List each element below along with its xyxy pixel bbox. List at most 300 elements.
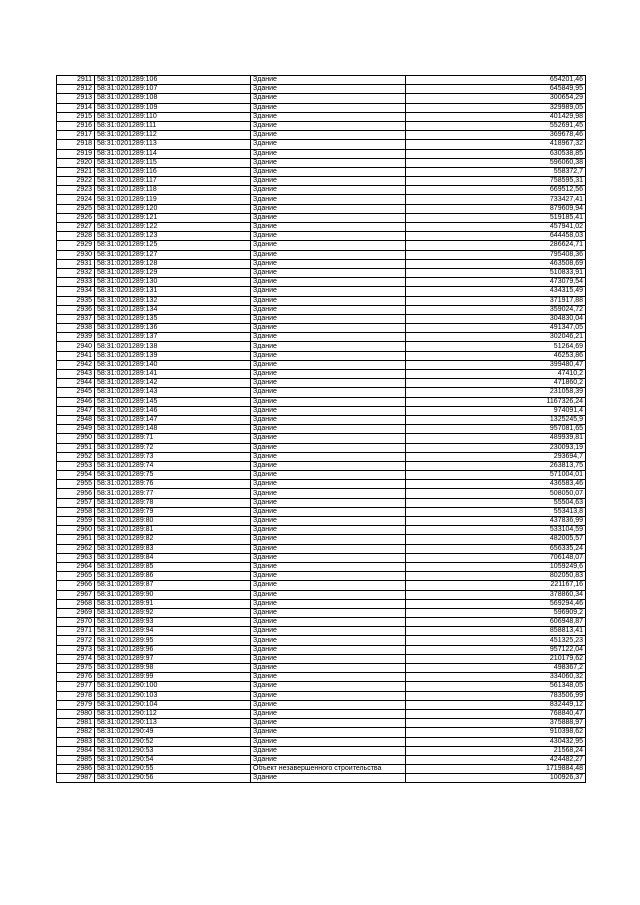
- cadastral-value-cell: 47410,2: [406, 370, 586, 379]
- cadastral-number-cell: 58:31:0201289:119: [95, 195, 251, 204]
- row-number-cell: 2914: [57, 103, 95, 112]
- cadastral-number-cell: 58:31:0201290:52: [95, 737, 251, 746]
- object-type-cell: Здание: [251, 700, 406, 709]
- cadastral-number-cell: 58:31:0201289:145: [95, 397, 251, 406]
- cadastral-value-cell: 957122,04: [406, 645, 586, 654]
- table-row: [57, 388, 586, 397]
- cadastral-number-cell: 58:31:0201289:90: [95, 590, 251, 599]
- cadastral-number-cell: 58:31:0201289:134: [95, 305, 251, 314]
- cadastral-value-cell: 957081,65: [406, 425, 586, 434]
- row-number-cell: 2929: [57, 241, 95, 250]
- table-row: [57, 728, 586, 737]
- object-type-cell: Объект незавершенного строительства: [251, 765, 406, 774]
- object-type-cell: Здание: [251, 351, 406, 360]
- cadastral-number-cell: 58:31:0201289:122: [95, 223, 251, 232]
- object-type-cell: Здание: [251, 737, 406, 746]
- table-row: [57, 618, 586, 627]
- table-row: [57, 397, 586, 406]
- row-number-cell: 2916: [57, 121, 95, 130]
- object-type-cell: Здание: [251, 526, 406, 535]
- table-row: [57, 85, 586, 94]
- cadastral-number-cell: 58:31:0201289:80: [95, 517, 251, 526]
- table-row: [57, 259, 586, 268]
- cadastral-number-cell: 58:31:0201289:78: [95, 498, 251, 507]
- object-type-cell: Здание: [251, 213, 406, 222]
- cadastral-value-cell: 375888,97: [406, 719, 586, 728]
- table-row: [57, 719, 586, 728]
- cadastral-number-cell: 58:31:0201290:100: [95, 682, 251, 691]
- cadastral-value-cell: 437836,99: [406, 517, 586, 526]
- row-number-cell: 2938: [57, 324, 95, 333]
- row-number-cell: 2953: [57, 461, 95, 470]
- table-row: [57, 471, 586, 480]
- cadastral-value-cell: 802050,83: [406, 572, 586, 581]
- table-row: [57, 370, 586, 379]
- cadastral-value-cell: 434315,49: [406, 287, 586, 296]
- object-type-cell: Здание: [251, 517, 406, 526]
- object-type-cell: Здание: [251, 131, 406, 140]
- cadastral-number-cell: 58:31:0201290:56: [95, 774, 251, 783]
- row-number-cell: 2939: [57, 333, 95, 342]
- table-row: [57, 232, 586, 241]
- cadastral-number-cell: 58:31:0201289:72: [95, 443, 251, 452]
- cadastral-number-cell: 58:31:0201289:97: [95, 654, 251, 663]
- row-number-cell: 2921: [57, 167, 95, 176]
- object-type-cell: Здание: [251, 425, 406, 434]
- object-type-cell: Здание: [251, 379, 406, 388]
- object-type-cell: Здание: [251, 112, 406, 121]
- cadastral-value-cell: 654201,46: [406, 76, 586, 85]
- cadastral-number-cell: 58:31:0201289:121: [95, 213, 251, 222]
- row-number-cell: 2927: [57, 223, 95, 232]
- table-row: [57, 682, 586, 691]
- cadastral-value-cell: 1325245,9: [406, 415, 586, 424]
- row-number-cell: 2981: [57, 719, 95, 728]
- object-type-cell: Здание: [251, 85, 406, 94]
- cadastral-number-cell: 58:31:0201289:110: [95, 112, 251, 121]
- table-row: [57, 765, 586, 774]
- cadastral-number-cell: 58:31:0201289:92: [95, 608, 251, 617]
- row-number-cell: 2925: [57, 204, 95, 213]
- table-row: [57, 379, 586, 388]
- cadastral-value-cell: 910398,62: [406, 728, 586, 737]
- table-row: [57, 627, 586, 636]
- table-row: [57, 654, 586, 663]
- table-row: [57, 314, 586, 323]
- table-row: [57, 204, 586, 213]
- cadastral-value-cell: 596909,2: [406, 608, 586, 617]
- object-type-cell: Здание: [251, 324, 406, 333]
- table-row: [57, 581, 586, 590]
- object-type-cell: Здание: [251, 397, 406, 406]
- cadastral-number-cell: 58:31:0201289:77: [95, 489, 251, 498]
- cadastral-value-cell: 879609,94: [406, 204, 586, 213]
- row-number-cell: 2965: [57, 572, 95, 581]
- table-row: [57, 149, 586, 158]
- cadastral-number-cell: 58:31:0201289:87: [95, 581, 251, 590]
- cadastral-value-cell: 399480,47: [406, 360, 586, 369]
- object-type-cell: Здание: [251, 728, 406, 737]
- cadastral-value-cell: 508050,07: [406, 489, 586, 498]
- cadastral-number-cell: 58:31:0201289:85: [95, 562, 251, 571]
- row-number-cell: 2960: [57, 526, 95, 535]
- cadastral-value-cell: 424482,27: [406, 755, 586, 764]
- object-type-cell: Здание: [251, 415, 406, 424]
- cadastral-number-cell: 58:31:0201290:54: [95, 755, 251, 764]
- cadastral-value-cell: 451325,23: [406, 636, 586, 645]
- object-type-cell: Здание: [251, 360, 406, 369]
- object-type-cell: Здание: [251, 608, 406, 617]
- row-number-cell: 2912: [57, 85, 95, 94]
- table-row: [57, 553, 586, 562]
- cadastral-number-cell: 58:31:0201289:125: [95, 241, 251, 250]
- row-number-cell: 2971: [57, 627, 95, 636]
- table-row: [57, 131, 586, 140]
- object-type-cell: Здание: [251, 599, 406, 608]
- cadastral-value-cell: 369678,46: [406, 131, 586, 140]
- table-row: [57, 296, 586, 305]
- row-number-cell: 2970: [57, 618, 95, 627]
- table-row: [57, 415, 586, 424]
- cadastral-number-cell: 58:31:0201289:86: [95, 572, 251, 581]
- cadastral-number-cell: 58:31:0201289:146: [95, 406, 251, 415]
- cadastral-number-cell: 58:31:0201289:82: [95, 535, 251, 544]
- table-row: [57, 544, 586, 553]
- cadastral-value-cell: 533104,59: [406, 526, 586, 535]
- table-row: [57, 498, 586, 507]
- cadastral-number-cell: 58:31:0201289:131: [95, 287, 251, 296]
- row-number-cell: 2972: [57, 636, 95, 645]
- row-number-cell: 2973: [57, 645, 95, 654]
- cadastral-value-cell: 571004,01: [406, 471, 586, 480]
- cadastral-number-cell: 58:31:0201290:104: [95, 700, 251, 709]
- cadastral-number-cell: 58:31:0201289:130: [95, 278, 251, 287]
- object-type-cell: Здание: [251, 223, 406, 232]
- table-row: [57, 241, 586, 250]
- cadastral-number-cell: 58:31:0201289:132: [95, 296, 251, 305]
- object-type-cell: Здание: [251, 177, 406, 186]
- object-type-cell: Здание: [251, 434, 406, 443]
- table-row: [57, 305, 586, 314]
- cadastral-value-cell: 230093,19: [406, 443, 586, 452]
- table-row: [57, 489, 586, 498]
- cadastral-number-cell: 58:31:0201289:114: [95, 149, 251, 158]
- cadastral-value-cell: 436583,46: [406, 480, 586, 489]
- object-type-cell: Здание: [251, 572, 406, 581]
- cadastral-value-cell: 304830,04: [406, 314, 586, 323]
- row-number-cell: 2930: [57, 250, 95, 259]
- table-row: [57, 195, 586, 204]
- cadastral-number-cell: 58:31:0201289:79: [95, 507, 251, 516]
- cadastral-value-cell: 100926,37: [406, 774, 586, 783]
- row-number-cell: 2933: [57, 278, 95, 287]
- cadastral-value-cell: 401429,98: [406, 112, 586, 121]
- cadastral-value-cell: 758595,31: [406, 177, 586, 186]
- object-type-cell: Здание: [251, 480, 406, 489]
- cadastral-number-cell: 58:31:0201289:142: [95, 379, 251, 388]
- row-number-cell: 2934: [57, 287, 95, 296]
- row-number-cell: 2946: [57, 397, 95, 406]
- object-type-cell: Здание: [251, 553, 406, 562]
- row-number-cell: 2942: [57, 360, 95, 369]
- object-type-cell: Здание: [251, 719, 406, 728]
- cadastral-value-cell: 300654,29: [406, 94, 586, 103]
- table-row: [57, 360, 586, 369]
- row-number-cell: 2984: [57, 746, 95, 755]
- cadastral-number-cell: 58:31:0201289:120: [95, 204, 251, 213]
- cadastral-number-cell: 58:31:0201289:147: [95, 415, 251, 424]
- cadastral-number-cell: 58:31:0201289:116: [95, 167, 251, 176]
- cadastral-number-cell: 58:31:0201289:127: [95, 250, 251, 259]
- cadastral-value-cell: 832449,12: [406, 700, 586, 709]
- row-number-cell: 2928: [57, 232, 95, 241]
- cadastral-value-cell: 561348,05: [406, 682, 586, 691]
- table-row: [57, 452, 586, 461]
- row-number-cell: 2911: [57, 76, 95, 85]
- row-number-cell: 2983: [57, 737, 95, 746]
- row-number-cell: 2955: [57, 480, 95, 489]
- object-type-cell: Здание: [251, 544, 406, 553]
- table-row: [57, 121, 586, 130]
- cadastral-value-cell: 644458,03: [406, 232, 586, 241]
- cadastral-number-cell: 58:31:0201289:117: [95, 177, 251, 186]
- object-type-cell: Здание: [251, 627, 406, 636]
- cadastral-value-cell: 471860,2: [406, 379, 586, 388]
- row-number-cell: 2976: [57, 673, 95, 682]
- object-type-cell: Здание: [251, 259, 406, 268]
- row-number-cell: 2966: [57, 581, 95, 590]
- cadastral-value-cell: 858813,41: [406, 627, 586, 636]
- row-number-cell: 2954: [57, 471, 95, 480]
- row-number-cell: 2978: [57, 691, 95, 700]
- cadastral-value-cell: 473079,54: [406, 278, 586, 287]
- table-row: [57, 443, 586, 452]
- cadastral-number-cell: 58:31:0201289:84: [95, 553, 251, 562]
- cadastral-value-cell: 1059249,6: [406, 562, 586, 571]
- table-row: [57, 177, 586, 186]
- object-type-cell: Здание: [251, 305, 406, 314]
- table-row: [57, 186, 586, 195]
- table-row: [57, 700, 586, 709]
- cadastral-value-cell: 51264,69: [406, 342, 586, 351]
- row-number-cell: 2920: [57, 158, 95, 167]
- cadastral-value-cell: 263813,75: [406, 461, 586, 470]
- row-number-cell: 2943: [57, 370, 95, 379]
- object-type-cell: Здание: [251, 94, 406, 103]
- cadastral-value-cell: 1719884,48: [406, 765, 586, 774]
- object-type-cell: Здание: [251, 581, 406, 590]
- object-type-cell: Здание: [251, 232, 406, 241]
- table-row: [57, 112, 586, 121]
- row-number-cell: 2949: [57, 425, 95, 434]
- cadastral-number-cell: 58:31:0201289:140: [95, 360, 251, 369]
- object-type-cell: Здание: [251, 76, 406, 85]
- row-number-cell: 2917: [57, 131, 95, 140]
- row-number-cell: 2950: [57, 434, 95, 443]
- cadastral-number-cell: 58:31:0201289:73: [95, 452, 251, 461]
- object-type-cell: Здание: [251, 590, 406, 599]
- cadastral-number-cell: 58:31:0201289:71: [95, 434, 251, 443]
- row-number-cell: 2959: [57, 517, 95, 526]
- object-type-cell: Здание: [251, 471, 406, 480]
- row-number-cell: 2963: [57, 553, 95, 562]
- cadastral-number-cell: 58:31:0201289:107: [95, 85, 251, 94]
- object-type-cell: Здание: [251, 746, 406, 755]
- row-number-cell: 2922: [57, 177, 95, 186]
- table-row: [57, 737, 586, 746]
- cadastral-number-cell: 58:31:0201290:55: [95, 765, 251, 774]
- cadastral-number-cell: 58:31:0201289:148: [95, 425, 251, 434]
- object-type-cell: Здание: [251, 673, 406, 682]
- table-row: [57, 562, 586, 571]
- row-number-cell: 2964: [57, 562, 95, 571]
- cadastral-value-cell: 418967,32: [406, 140, 586, 149]
- object-type-cell: Здание: [251, 562, 406, 571]
- cadastral-value-cell: 430432,95: [406, 737, 586, 746]
- cadastral-value-cell: 334060,32: [406, 673, 586, 682]
- cadastral-number-cell: 58:31:0201290:103: [95, 691, 251, 700]
- cadastral-value-cell: 656335,24: [406, 544, 586, 553]
- table-row: [57, 755, 586, 764]
- object-type-cell: Здание: [251, 314, 406, 323]
- cadastral-number-cell: 58:31:0201290:112: [95, 709, 251, 718]
- table-row: [57, 342, 586, 351]
- table-row: [57, 645, 586, 654]
- cadastral-number-cell: 58:31:0201289:129: [95, 268, 251, 277]
- cadastral-number-cell: 58:31:0201289:74: [95, 461, 251, 470]
- cadastral-number-cell: 58:31:0201289:93: [95, 618, 251, 627]
- table-row: [57, 250, 586, 259]
- object-type-cell: Здание: [251, 461, 406, 470]
- row-number-cell: 2919: [57, 149, 95, 158]
- object-type-cell: Здание: [251, 241, 406, 250]
- row-number-cell: 2948: [57, 415, 95, 424]
- cadastral-value-cell: 21568,24: [406, 746, 586, 755]
- row-number-cell: 2974: [57, 654, 95, 663]
- cadastral-value-cell: 498367,2: [406, 664, 586, 673]
- cadastral-value-cell: 645849,95: [406, 85, 586, 94]
- object-type-cell: Здание: [251, 296, 406, 305]
- row-number-cell: 2967: [57, 590, 95, 599]
- object-type-cell: Здание: [251, 645, 406, 654]
- cadastral-value-cell: 706148,07: [406, 553, 586, 562]
- cadastral-value-cell: 329989,05: [406, 103, 586, 112]
- cadastral-number-cell: 58:31:0201289:76: [95, 480, 251, 489]
- object-type-cell: Здание: [251, 406, 406, 415]
- cadastral-value-cell: 378860,34: [406, 590, 586, 599]
- cadastral-value-cell: 552691,45: [406, 121, 586, 130]
- object-type-cell: Здание: [251, 370, 406, 379]
- table-row: [57, 746, 586, 755]
- cadastral-value-cell: 606948,87: [406, 618, 586, 627]
- cadastral-value-cell: 596060,38: [406, 158, 586, 167]
- object-type-cell: Здание: [251, 691, 406, 700]
- cadastral-value-cell: 569294,46: [406, 599, 586, 608]
- cadastral-number-cell: 58:31:0201289:81: [95, 526, 251, 535]
- row-number-cell: 2924: [57, 195, 95, 204]
- table-row: [57, 268, 586, 277]
- cadastral-value-cell: 519185,41: [406, 213, 586, 222]
- table-row: [57, 425, 586, 434]
- cadastral-number-cell: 58:31:0201289:75: [95, 471, 251, 480]
- object-type-cell: Здание: [251, 342, 406, 351]
- row-number-cell: 2941: [57, 351, 95, 360]
- object-type-cell: Здание: [251, 149, 406, 158]
- table-row: [57, 333, 586, 342]
- table-row: [57, 351, 586, 360]
- cadastral-number-cell: 58:31:0201289:113: [95, 140, 251, 149]
- row-number-cell: 2913: [57, 94, 95, 103]
- cadastral-value-cell: 231058,39: [406, 388, 586, 397]
- cadastral-value-cell: 669512,56: [406, 186, 586, 195]
- table-row: [57, 94, 586, 103]
- cadastral-number-cell: 58:31:0201289:99: [95, 673, 251, 682]
- cadastral-value-table: [56, 75, 586, 783]
- table-row: [57, 167, 586, 176]
- cadastral-number-cell: 58:31:0201289:118: [95, 186, 251, 195]
- object-type-cell: Здание: [251, 333, 406, 342]
- cadastral-value-cell: 1167326,24: [406, 397, 586, 406]
- cadastral-value-cell: 795408,36: [406, 250, 586, 259]
- row-number-cell: 2936: [57, 305, 95, 314]
- cadastral-number-cell: 58:31:0201289:123: [95, 232, 251, 241]
- row-number-cell: 2987: [57, 774, 95, 783]
- row-number-cell: 2977: [57, 682, 95, 691]
- table-row: [57, 691, 586, 700]
- row-number-cell: 2956: [57, 489, 95, 498]
- table-row: [57, 480, 586, 489]
- object-type-cell: Здание: [251, 278, 406, 287]
- cadastral-value-cell: 630538,85: [406, 149, 586, 158]
- object-type-cell: Здание: [251, 268, 406, 277]
- object-type-cell: Здание: [251, 709, 406, 718]
- cadastral-number-cell: 58:31:0201289:91: [95, 599, 251, 608]
- row-number-cell: 2979: [57, 700, 95, 709]
- cadastral-value-cell: 302046,21: [406, 333, 586, 342]
- table-row: [57, 572, 586, 581]
- object-type-cell: Здание: [251, 186, 406, 195]
- cadastral-value-cell: 783506,99: [406, 691, 586, 700]
- object-type-cell: Здание: [251, 489, 406, 498]
- cadastral-value-cell: 482005,57: [406, 535, 586, 544]
- cadastral-value-cell: 210179,62: [406, 654, 586, 663]
- table-row: [57, 636, 586, 645]
- row-number-cell: 2962: [57, 544, 95, 553]
- row-number-cell: 2951: [57, 443, 95, 452]
- table-row: [57, 673, 586, 682]
- row-number-cell: 2931: [57, 259, 95, 268]
- object-type-cell: Здание: [251, 618, 406, 627]
- row-number-cell: 2975: [57, 664, 95, 673]
- table-row: [57, 287, 586, 296]
- row-number-cell: 2957: [57, 498, 95, 507]
- table-row: [57, 599, 586, 608]
- cadastral-value-cell: 733427,41: [406, 195, 586, 204]
- row-number-cell: 2986: [57, 765, 95, 774]
- object-type-cell: Здание: [251, 388, 406, 397]
- table-row: [57, 76, 586, 85]
- cadastral-number-cell: 58:31:0201289:106: [95, 76, 251, 85]
- table-row: [57, 507, 586, 516]
- object-type-cell: Здание: [251, 103, 406, 112]
- cadastral-number-cell: 58:31:0201289:128: [95, 259, 251, 268]
- object-type-cell: Здание: [251, 774, 406, 783]
- cadastral-value-cell: 221167,16: [406, 581, 586, 590]
- row-number-cell: 2932: [57, 268, 95, 277]
- row-number-cell: 2980: [57, 709, 95, 718]
- table-row: [57, 434, 586, 443]
- row-number-cell: 2958: [57, 507, 95, 516]
